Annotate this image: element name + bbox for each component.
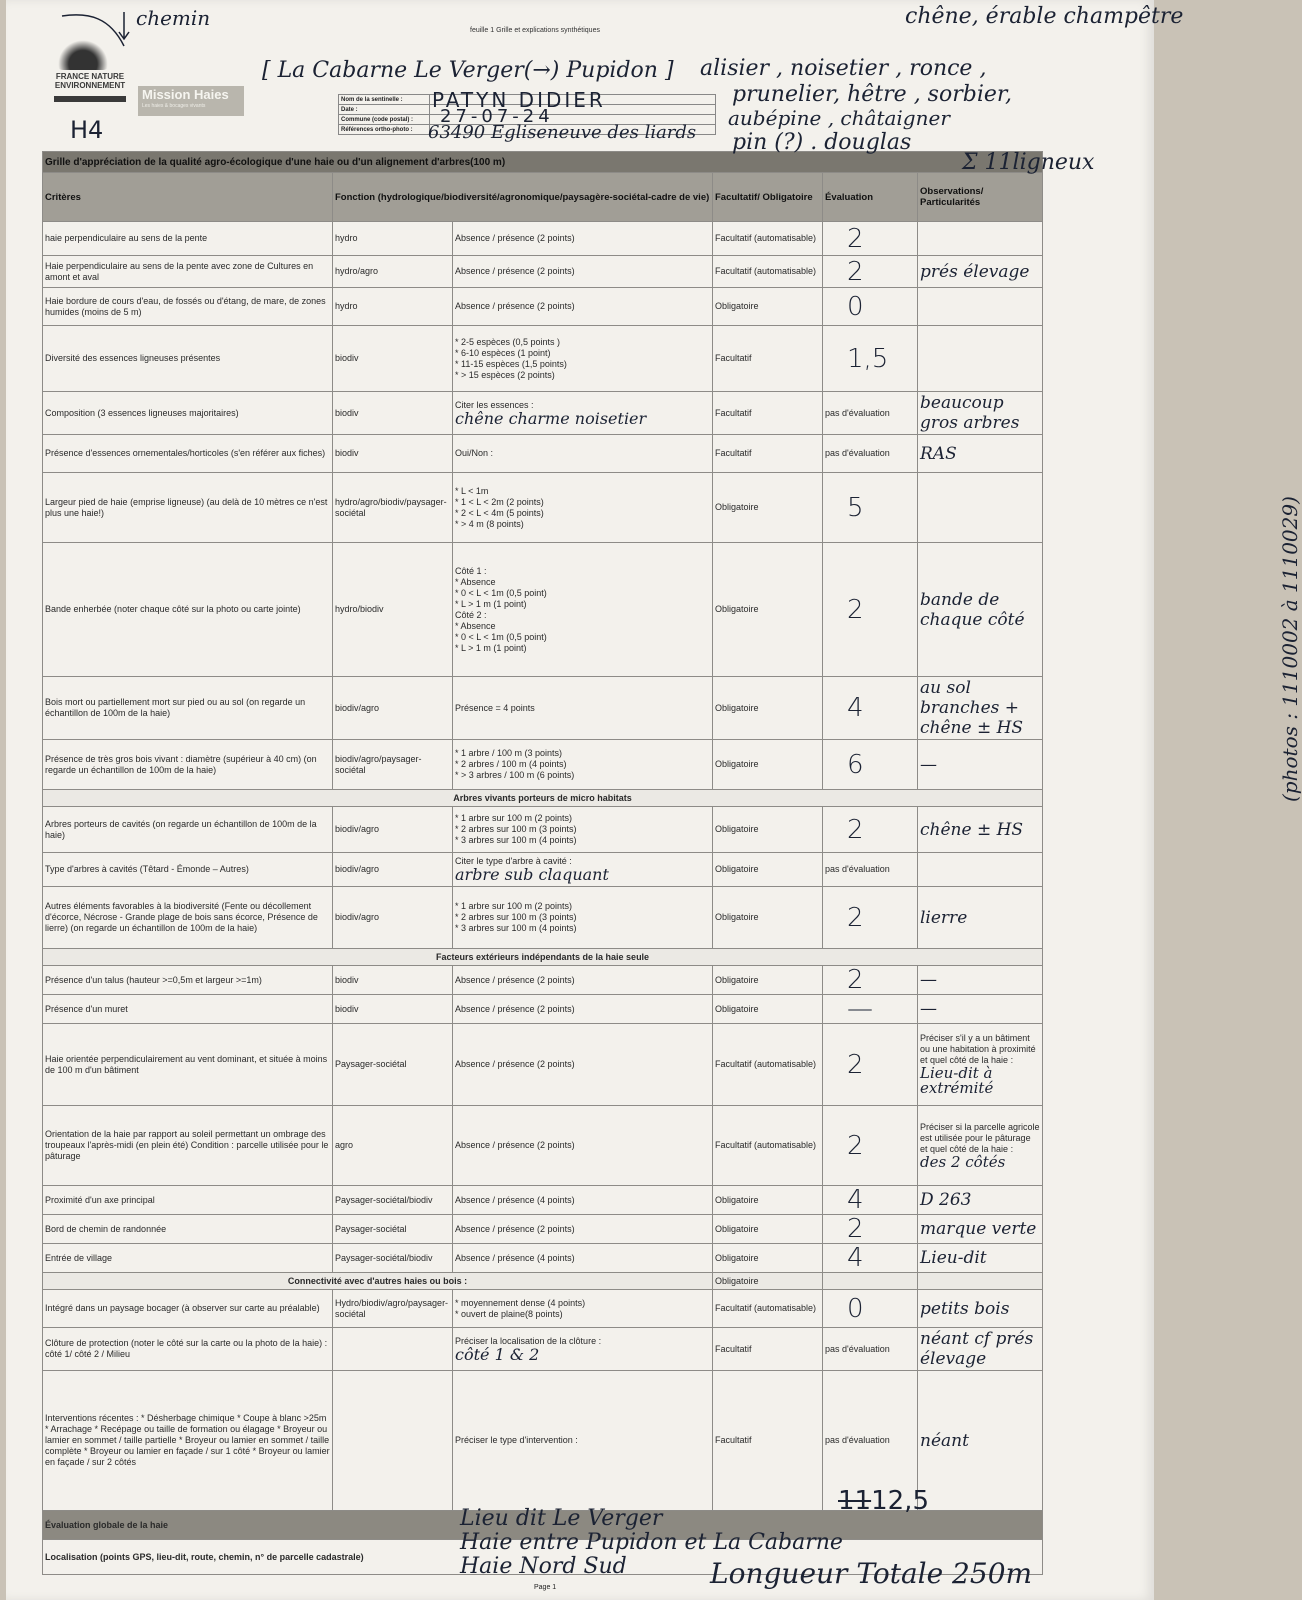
- options-cell: [453, 1371, 713, 1511]
- options-cell: [453, 543, 713, 677]
- observations-cell[interactable]: [918, 1244, 1043, 1273]
- criterion-cell: Haie perpendiculaire au sens de la pente avec zone de Cultures en amont et aval: [43, 256, 333, 288]
- evaluation-cell[interactable]: [823, 1244, 918, 1273]
- hw-commune: 63490 Egliseneuve des liards: [428, 122, 697, 143]
- type-cell: Obligatoire: [713, 887, 823, 949]
- mission-title: Mission Haies: [142, 87, 229, 102]
- function-cell: hydro: [333, 222, 453, 256]
- observations-text: néant cf prés élevage: [920, 1329, 1034, 1369]
- observations-cell[interactable]: [918, 677, 1043, 740]
- section-title: Arbres vivants porteurs de micro habitats: [43, 790, 1043, 807]
- options-cell: [453, 1328, 713, 1371]
- options-cell: [453, 740, 713, 790]
- options-text: Absence / présence (2 points): [455, 1140, 575, 1150]
- criterion-cell: Haie orientée perpendiculairement au vent dominant, et située à moins de 100 m d'un bâtiment: [43, 1024, 333, 1106]
- criterion-row: [43, 326, 1043, 392]
- options-text: * moyennement dense (4 points) * ouvert de plaine(8 points): [455, 1297, 586, 1319]
- options-text: Absence / présence (2 points): [455, 1003, 575, 1014]
- type-header: Facultatif/ Obligatoire: [713, 173, 823, 222]
- evaluation-cell[interactable]: [823, 288, 918, 326]
- evaluation-value: 2: [847, 902, 864, 933]
- hw-species-2: alisier , noisetier , ronce ,: [700, 56, 987, 81]
- evaluation-value: 2: [847, 223, 864, 254]
- criterion-cell: haie perpendiculaire au sens de la pente: [43, 222, 333, 256]
- observations-text: Lieu-dit: [920, 1248, 987, 1268]
- type-cell: Facultatif (automatisable): [713, 1290, 823, 1328]
- type-cell: Facultatif: [713, 1328, 823, 1371]
- function-cell: biodiv: [333, 326, 453, 392]
- evaluation-cell[interactable]: [823, 1106, 918, 1186]
- function-cell: hydro: [333, 288, 453, 326]
- options-cell: [453, 326, 713, 392]
- observations-text: petits bois: [920, 1298, 1010, 1319]
- options-cell: [453, 1106, 713, 1186]
- options-handwritten: côté 1 & 2: [455, 1344, 540, 1364]
- criterion-row: [43, 1215, 1043, 1244]
- hw-total-struck: 11: [838, 1486, 872, 1516]
- criterion-cell: Bois mort ou partiellement mort sur pied ou au sol (on regarde un échantillon de 100m de la haie): [43, 677, 333, 740]
- evaluation-cell[interactable]: [823, 222, 918, 256]
- criterion-row: [43, 288, 1043, 326]
- options-cell: [453, 435, 713, 473]
- observations-text: —: [920, 970, 937, 990]
- global-evaluation-label: Évaluation globale de la haie: [43, 1511, 1043, 1540]
- type-cell: Facultatif (automatisable): [713, 1106, 823, 1186]
- section-type: Obligatoire: [713, 1273, 823, 1290]
- hw-species-5: pin (?) . douglas: [732, 130, 912, 155]
- criterion-row: [43, 677, 1043, 740]
- hw-species-6: Σ 11ligneux: [962, 150, 1095, 175]
- criterion-cell: Présence d'un talus (hauteur >=0,5m et largeur >=1m): [43, 966, 333, 995]
- hw-total-wrap: [838, 1488, 929, 1514]
- criterion-cell: Proximité d'un axe principal: [43, 1186, 333, 1215]
- evaluation-cell[interactable]: [823, 1328, 918, 1371]
- type-cell: Obligatoire: [713, 807, 823, 853]
- section-title: Connectivité avec d'autres haies ou bois :: [43, 1273, 713, 1290]
- function-cell: Paysager-sociétal: [333, 1215, 453, 1244]
- hw-loc-2: Haie entre Pupidon et La Cabarne: [460, 1530, 843, 1555]
- evaluation-value: pas d'évaluation: [825, 864, 890, 874]
- function-cell: biodiv/agro: [333, 677, 453, 740]
- observations-text: marque verte: [920, 1219, 1037, 1239]
- hw-species-4: aubépine , châtaigner: [728, 106, 950, 130]
- evaluation-cell[interactable]: [823, 1024, 918, 1106]
- criterion-cell: Présence d'essences ornementales/horticoles (s'en référer aux fiches): [43, 435, 333, 473]
- hw-total: 12,5: [871, 1486, 929, 1516]
- options-text: Absence / présence (2 points): [455, 266, 575, 276]
- criterion-cell: Présence de très gros bois vivant : diamètre (supérieur à 40 cm) (on regarde un échantillon de 100m de la haie): [43, 740, 333, 790]
- options-cell: [453, 1215, 713, 1244]
- type-cell: Obligatoire: [713, 1244, 823, 1273]
- options-cell: [453, 288, 713, 326]
- evaluation-cell[interactable]: [823, 392, 918, 435]
- options-text: Absence / présence (2 points): [455, 233, 575, 243]
- options-text: Absence / présence (2 points): [455, 974, 575, 985]
- criterion-cell: Type d'arbres à cavités (Têtard - Émonde – Autres): [43, 853, 333, 887]
- options-cell: [453, 473, 713, 543]
- observations-cell[interactable]: [918, 543, 1043, 677]
- criterion-cell: Interventions récentes : * Désherbage chimique * Coupe à blanc >25m * Arrachage * Recépage ou taille de formation ou élagage * Broyeur ou lamier en sommet / taille partielle * Broyeur ou lamier en sommet / taille complète * Broyeur ou lamier en façade / sur 1 côté * Broyeur ou lamier en façade / sur 2 côtés: [43, 1371, 333, 1511]
- type-cell: Facultatif (automatisable): [713, 222, 823, 256]
- observations-text: beaucoup gros arbres: [920, 393, 1020, 433]
- criterion-cell: Haie bordure de cours d'eau, de fossés ou d'étang, de mare, de zones humides (moins de 5 m): [43, 288, 333, 326]
- type-cell: Obligatoire: [713, 288, 823, 326]
- function-cell: Paysager-sociétal/biodiv: [333, 1244, 453, 1273]
- evaluation-cell[interactable]: [823, 1215, 918, 1244]
- options-cell: [453, 392, 713, 435]
- evaluation-value: pas d'évaluation: [825, 448, 890, 458]
- evaluation-cell[interactable]: [823, 887, 918, 949]
- hw-photos: (photos : 1110002 à 1110029): [1278, 496, 1302, 802]
- options-text: Absence / présence (2 points): [455, 1223, 575, 1234]
- type-cell: Obligatoire: [713, 740, 823, 790]
- section-row: [43, 949, 1043, 966]
- section-eval: [823, 1273, 918, 1290]
- function-cell: biodiv: [333, 995, 453, 1024]
- criterion-row: [43, 543, 1043, 677]
- observations-cell[interactable]: [918, 222, 1043, 256]
- observations-text: néant: [920, 1430, 969, 1451]
- observations-cell[interactable]: [918, 473, 1043, 543]
- type-cell: Facultatif (automatisable): [713, 256, 823, 288]
- options-text: Absence / présence (4 points): [455, 1252, 575, 1263]
- function-cell: biodiv/agro: [333, 887, 453, 949]
- observations-text: chêne ± HS: [920, 819, 1024, 840]
- evaluation-cell[interactable]: [823, 435, 918, 473]
- observations-text: lierre: [920, 907, 968, 928]
- criterion-row: [43, 1106, 1043, 1186]
- evaluation-cell[interactable]: [823, 1290, 918, 1328]
- type-cell: Facultatif: [713, 1371, 823, 1511]
- hw-name: PATYN DIDIER: [432, 88, 606, 112]
- criterion-row: [43, 807, 1043, 853]
- hw-loc-3: Haie Nord Sud: [460, 1554, 627, 1579]
- options-text: Préciser la localisation de la clôture :: [455, 1335, 602, 1346]
- criterion-cell: Entrée de village: [43, 1244, 333, 1273]
- criterion-cell: Présence d'un muret: [43, 995, 333, 1024]
- section-row: [43, 790, 1043, 807]
- options-cell: [453, 1244, 713, 1273]
- function-cell: hydro/agro: [333, 256, 453, 288]
- evaluation-cell[interactable]: [823, 473, 918, 543]
- options-text: Absence / présence (2 points): [455, 301, 575, 311]
- evaluation-cell[interactable]: [823, 543, 918, 677]
- hw-down-arrow-icon: [118, 10, 132, 42]
- info-label: Date :: [339, 105, 430, 115]
- options-handwritten: chêne charme noisetier: [455, 408, 647, 428]
- observations-cell[interactable]: [918, 995, 1043, 1024]
- function-cell: hydro/agro/biodiv/paysager-sociétal: [333, 473, 453, 543]
- grid-body-2: [43, 807, 1043, 949]
- function-cell: biodiv: [333, 435, 453, 473]
- criterion-row: [43, 1328, 1043, 1371]
- options-text: Préciser le type d'intervention :: [455, 1435, 578, 1445]
- criterion-cell: Autres éléments favorables à la biodiversité (Fente ou décollement d'écorce, Nécrose - Grande plage de bois sans écorce, Présence de lierre) (on regarde un échantillon de 100m de la haie): [43, 887, 333, 949]
- function-cell: biodiv/agro/paysager-sociétal: [333, 740, 453, 790]
- options-text: Absence / présence (4 points): [455, 1194, 575, 1205]
- observations-cell[interactable]: [918, 807, 1043, 853]
- type-cell: Obligatoire: [713, 966, 823, 995]
- evaluation-cell[interactable]: [823, 740, 918, 790]
- criterion-row: [43, 256, 1043, 288]
- options-text: * 2-5 espèces (0,5 points ) * 6-10 espèces (1 point) * 11-15 espèces (1,5 points) * > 15 espèces (2 points): [455, 336, 567, 380]
- evaluation-cell[interactable]: [823, 326, 918, 392]
- options-cell: [453, 887, 713, 949]
- hw-place: [ La Cabarne Le Verger(→) Pupidon ]: [262, 58, 674, 83]
- evaluation-value: 4: [847, 693, 864, 723]
- options-cell: [453, 1186, 713, 1215]
- function-cell: biodiv: [333, 966, 453, 995]
- options-text: Présence = 4 points: [455, 702, 535, 713]
- options-cell: [453, 853, 713, 887]
- section-obs: [918, 1273, 1043, 1290]
- evaluation-header: Évaluation: [823, 173, 918, 222]
- observations-cell[interactable]: [918, 256, 1043, 288]
- criterion-row: [43, 392, 1043, 435]
- options-cell: [453, 995, 713, 1024]
- grid-body-4: [43, 1290, 1043, 1511]
- options-handwritten: arbre sub claquant: [455, 865, 609, 884]
- observations-text: prés élevage: [920, 261, 1030, 282]
- criterion-cell: Bord de chemin de randonnée: [43, 1215, 333, 1244]
- evaluation-cell[interactable]: [823, 995, 918, 1024]
- observations-cell[interactable]: [918, 435, 1043, 473]
- observations-text: —: [920, 999, 937, 1019]
- function-cell: biodiv/agro: [333, 807, 453, 853]
- evaluation-value: 0: [847, 1293, 864, 1324]
- observations-cell[interactable]: [918, 887, 1043, 949]
- criterion-row: [43, 995, 1043, 1024]
- options-text: * 1 arbre sur 100 m (2 points) * 2 arbres sur 100 m (3 points) * 3 arbres sur 100 m (4 points): [455, 813, 577, 845]
- type-cell: Facultatif: [713, 392, 823, 435]
- type-cell: Obligatoire: [713, 677, 823, 740]
- hw-loc-4: Longueur Totale 250m: [710, 1557, 1033, 1590]
- function-cell: hydro/biodiv: [333, 543, 453, 677]
- observations-text: RAS: [920, 443, 957, 464]
- observations-cell[interactable]: [918, 1328, 1043, 1371]
- evaluation-value: 2: [847, 814, 864, 845]
- evaluation-value: 0: [847, 291, 864, 322]
- evaluation-value: pas d'évaluation: [825, 1343, 890, 1354]
- observations-text: Préciser si la parcelle agricole est utilisée pour le pâturage et quel côté de la haie :: [920, 1121, 1040, 1154]
- options-cell: [453, 222, 713, 256]
- hw-date: 27-07-24: [440, 106, 554, 127]
- observations-cell[interactable]: [918, 1215, 1043, 1244]
- grid-title: Grille d'appréciation de la qualité agro-écologique d'une haie ou d'un alignement d'arbres(100 m): [43, 152, 1043, 173]
- evaluation-cell[interactable]: [823, 966, 918, 995]
- hw-code: H4: [70, 116, 104, 144]
- evaluation-value: 6: [847, 749, 864, 780]
- evaluation-value: 2: [847, 256, 864, 287]
- function-cell: Paysager-sociétal: [333, 1024, 453, 1106]
- function-cell: [333, 1328, 453, 1371]
- options-cell: [453, 256, 713, 288]
- criterion-cell: Composition (3 essences ligneuses majoritaires): [43, 392, 333, 435]
- observations-cell[interactable]: [918, 1290, 1043, 1328]
- evaluation-cell[interactable]: [823, 677, 918, 740]
- logo-text: FRANCE NATURE ENVIRONNEMENT: [54, 72, 126, 90]
- observations-header: Observations/ Particularités: [918, 173, 1043, 222]
- options-cell: [453, 1024, 713, 1106]
- criterion-row: [43, 1290, 1043, 1328]
- options-text: Oui/Non :: [455, 448, 494, 458]
- type-cell: Facultatif (automatisable): [713, 1024, 823, 1106]
- grid-body-1: [43, 222, 1043, 790]
- criterion-row: [43, 740, 1043, 790]
- evaluation-cell[interactable]: [823, 1186, 918, 1215]
- function-cell: Paysager-sociétal/biodiv: [333, 1186, 453, 1215]
- mission-haies-logo: [138, 86, 244, 116]
- assessment-grid: [42, 151, 1043, 1575]
- observations-text: D 263: [920, 1190, 972, 1210]
- options-cell: [453, 1290, 713, 1328]
- criteria-header: Critères: [43, 173, 333, 222]
- observations-cell[interactable]: [918, 740, 1043, 790]
- observations-cell[interactable]: [918, 1106, 1043, 1186]
- options-text: Citer les essences :: [455, 399, 534, 410]
- criterion-cell: Largeur pied de haie (emprise ligneuse) (au delà de 10 mètres ce n'est plus une haie!): [43, 473, 333, 543]
- options-text: Côté 1 : * Absence * 0 < L < 1m (0,5 point) * L > 1 m (1 point) Côté 2 : * Absence * 0 < L < 1m (0,5 point) * L > 1 m (1 point): [455, 565, 547, 653]
- criterion-row: [43, 1244, 1043, 1273]
- hw-loc-1: Lieu dit Le Verger: [460, 1506, 663, 1531]
- observations-cell[interactable]: [918, 326, 1043, 392]
- criterion-row: [43, 966, 1043, 995]
- function-cell: biodiv/agro: [333, 853, 453, 887]
- observations-text: bande de chaque côté: [920, 589, 1025, 630]
- criterion-row: [43, 222, 1043, 256]
- type-cell: Obligatoire: [713, 473, 823, 543]
- logo-bar: [54, 96, 126, 102]
- observations-cell[interactable]: [918, 1186, 1043, 1215]
- evaluation-value: 5: [847, 492, 864, 523]
- criterion-row: [43, 1186, 1043, 1215]
- observations-cell[interactable]: [918, 288, 1043, 326]
- options-cell: [453, 807, 713, 853]
- criterion-row: [43, 887, 1043, 949]
- function-cell: agro: [333, 1106, 453, 1186]
- evaluation-value: 4: [847, 1243, 864, 1273]
- criterion-cell: Orientation de la haie par rapport au soleil permettant un ombrage des troupeaux l'après-midi (en plein été) Condition : parcelle utilisée pour le pâturage: [43, 1106, 333, 1186]
- grid-body-3: [43, 966, 1043, 1273]
- criterion-row: [43, 853, 1043, 887]
- evaluation-value: 2: [847, 1214, 864, 1244]
- function-cell: Hydro/biodiv/agro/paysager-sociétal: [333, 1290, 453, 1328]
- observations-cell[interactable]: [918, 1371, 1043, 1511]
- criterion-cell: Arbres porteurs de cavités (on regarde un échantillon de 100m de la haie): [43, 807, 333, 853]
- observations-cell[interactable]: [918, 853, 1043, 887]
- hw-species-1: chêne, érable champêtre: [905, 4, 1184, 29]
- evaluation-cell[interactable]: [823, 807, 918, 853]
- section-row: [43, 1273, 1043, 1290]
- mission-subtitle: Les haies & bocages vivants: [142, 103, 206, 109]
- hw-species-3: prunelier, hêtre , sorbier,: [732, 82, 1012, 107]
- evaluation-value: 2: [847, 1049, 864, 1080]
- evaluation-value: pas d'évaluation: [825, 407, 890, 418]
- evaluation-value: 4: [847, 1185, 864, 1215]
- type-cell: Obligatoire: [713, 543, 823, 677]
- observations-cell[interactable]: [918, 966, 1043, 995]
- evaluation-cell[interactable]: [823, 256, 918, 288]
- type-cell: Obligatoire: [713, 1186, 823, 1215]
- observations-cell[interactable]: [918, 1024, 1043, 1106]
- criterion-row: [43, 473, 1043, 543]
- info-label: Références ortho-photo :: [339, 125, 430, 135]
- document-title: feuille 1 Grille et explications synthétiques: [470, 27, 600, 34]
- type-cell: Obligatoire: [713, 995, 823, 1024]
- observations-text: Préciser s'il y a un bâtiment ou une habitation à proximité et quel côté de la haie :: [920, 1033, 1036, 1065]
- type-cell: Obligatoire: [713, 1215, 823, 1244]
- criterion-cell: Intégré dans un paysage bocager (à observer sur carte au préalable): [43, 1290, 333, 1328]
- options-text: * 1 arbre sur 100 m (2 points) * 2 arbres sur 100 m (3 points) * 3 arbres sur 100 m (4 points): [455, 901, 577, 933]
- hw-chemin: chemin: [136, 6, 211, 30]
- section-title: Facteurs extérieurs indépendants de la haie seule: [43, 949, 1043, 966]
- observations-cell[interactable]: [918, 392, 1043, 435]
- options-text: * L < 1m * 1 < L < 2m (2 points) * 2 < L < 4m (5 points) * > 4 m (8 points): [455, 485, 544, 529]
- observations-handwritten: Lieu-dit à extrémité: [920, 1064, 994, 1097]
- criterion-row: [43, 435, 1043, 473]
- options-cell: [453, 966, 713, 995]
- type-cell: Obligatoire: [713, 853, 823, 887]
- evaluation-value: 2: [847, 594, 864, 625]
- type-cell: Facultatif: [713, 435, 823, 473]
- observations-handwritten: des 2 côtés: [920, 1152, 1006, 1171]
- criterion-cell: Bande enherbée (noter chaque côté sur la photo ou carte jointe): [43, 543, 333, 677]
- criterion-row: [43, 1024, 1043, 1106]
- page-number: Page 1: [534, 1584, 557, 1591]
- evaluation-cell[interactable]: [823, 853, 918, 887]
- function-cell: biodiv: [333, 392, 453, 435]
- options-text: * 1 arbre / 100 m (3 points) * 2 arbres / 100 m (4 points) * > 3 arbres / 100 m (6 points): [455, 748, 575, 780]
- evaluation-value: —: [847, 994, 873, 1024]
- evaluation-value: pas d'évaluation: [825, 1435, 890, 1445]
- criterion-cell: Clôture de protection (noter le côté sur la carte ou la photo de la haie) : côté 1/ côté 2 / Milieu: [43, 1328, 333, 1371]
- info-label: Commune (code postal) :: [339, 115, 430, 125]
- options-cell: [453, 677, 713, 740]
- function-cell: [333, 1371, 453, 1511]
- evaluation-value: 1,5: [847, 343, 889, 374]
- options-text: Absence / présence (2 points): [455, 1059, 575, 1069]
- evaluation-value: 2: [847, 965, 864, 995]
- observations-text: au sol branches + chêne ± HS: [920, 678, 1024, 738]
- options-text: Citer le type d'arbre à cavité :: [455, 856, 572, 866]
- grid-header-row: [43, 173, 1043, 222]
- criterion-cell: Diversité des essences ligneuses présentes: [43, 326, 333, 392]
- function-header: Fonction (hydrologique/biodiversité/agronomique/paysagère-sociétal-cadre de vie): [333, 173, 713, 222]
- evaluation-value: 2: [847, 1130, 864, 1161]
- observations-text: —: [920, 754, 937, 775]
- info-label: Nom de la sentinelle :: [339, 95, 430, 105]
- type-cell: Facultatif: [713, 326, 823, 392]
- localisation-label: Localisation (points GPS, lieu-dit, route, chemin, n° de parcelle cadastrale): [43, 1540, 1043, 1575]
